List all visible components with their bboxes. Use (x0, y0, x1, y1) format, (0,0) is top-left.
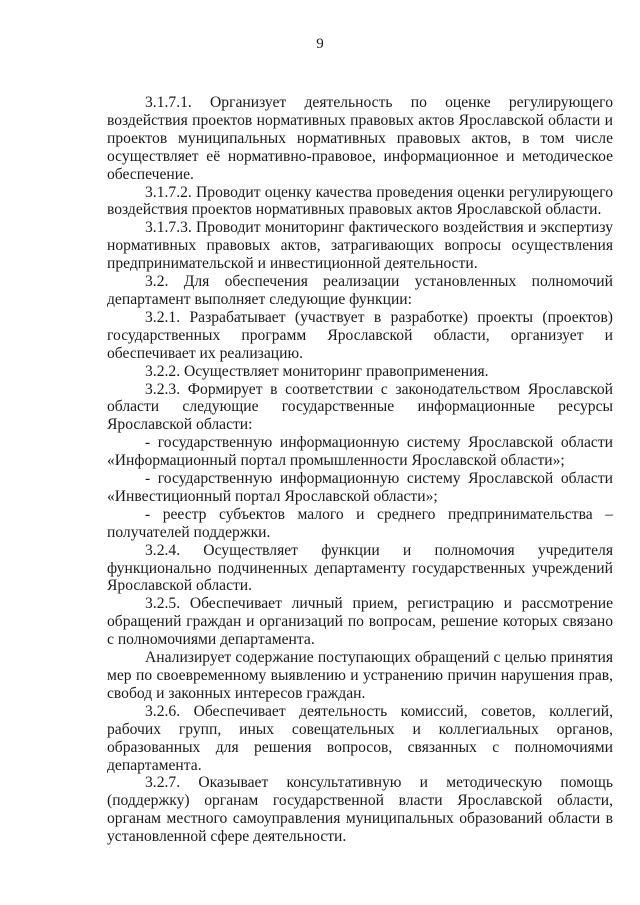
paragraph-3-2: 3.2. Для обеспечения реализации установленных полномочий департамент выполняет следующие функции: (107, 273, 613, 308)
paragraph-3-1-7-2: 3.1.7.2. Проводит оценку качества проведения оценки регулирующего воздействия проектов нормативных правовых актов Ярославской области. (107, 183, 613, 219)
page-number: 9 (316, 36, 324, 52)
list-item-industry-portal: - государственную информационную систему Ярославской области «Информационный портал промышленности Ярославской области»; (107, 434, 613, 470)
paragraph-3-2-7: 3.2.7. Оказывает консультативную и методическую помощь (поддержку) органам государственной власти Ярославской области, органам местного самоуправления муниципальных образований области в установленной сфере деятельности. (107, 774, 613, 846)
document-body (107, 94, 613, 846)
paragraph-3-2-2: 3.2.2. Осуществляет мониторинг правоприменения. (145, 362, 489, 380)
paragraph-3-1-7-3: 3.1.7.3. Проводит мониторинг фактического воздействия и экспертизу нормативных правовых актов, затрагивающих вопросы осуществления предпринимательской и инвестиционной деятельности. (107, 219, 613, 273)
paragraph-3-1-7-1: 3.1.7.1. Организует деятельность по оценке регулирующего воздействия проектов нормативных правовых актов Ярославской области и проектов муниципальных нормативных правовых актов, в том числе осуществляет её нормативно-правовое, информационное и методическое обеспечение. (107, 94, 613, 183)
list-item-investment-portal: - государственную информационную систему Ярославской области «Инвестиционный портал Ярославской области»; (107, 470, 613, 505)
paragraph-3-2-3: 3.2.3. Формирует в соответствии с законодательством Ярославской области следующие государственные информационные ресурсы Ярославской области: (107, 380, 613, 434)
paragraph-3-2-6: 3.2.6. Обеспечивает деятельность комиссий, советов, коллегий, рабочих групп, иных совещательных и коллегиальных органов, образованных для решения вопросов, связанных с полномочиями департамента. (107, 702, 613, 774)
paragraph-3-2-5: 3.2.5. Обеспечивает личный прием, регистрацию и рассмотрение обращений граждан и организаций по вопросам, решение которых связано с полномочиями департамента. (107, 595, 613, 649)
paragraph-3-2-1: 3.2.1. Разрабатывает (участвует в разработке) проекты (проектов) государственных программ Ярославской области, организует и обеспечивает их реализацию. (107, 308, 613, 362)
list-item-sme-registry: - реестр субъектов малого и среднего предпринимательства – получателей поддержки. (107, 505, 613, 541)
paragraph-3-2-4: 3.2.4. Осуществляет функции и полномочия учредителя функционально подчиненных департаменту государственных учреждений Ярославской области. (107, 541, 613, 595)
paragraph-appeals-analysis: Анализирует содержание поступающих обращений с целью принятия мер по своевременному выявлению и устранению причин нарушения прав, свобод и законных интересов граждан. (107, 649, 613, 702)
